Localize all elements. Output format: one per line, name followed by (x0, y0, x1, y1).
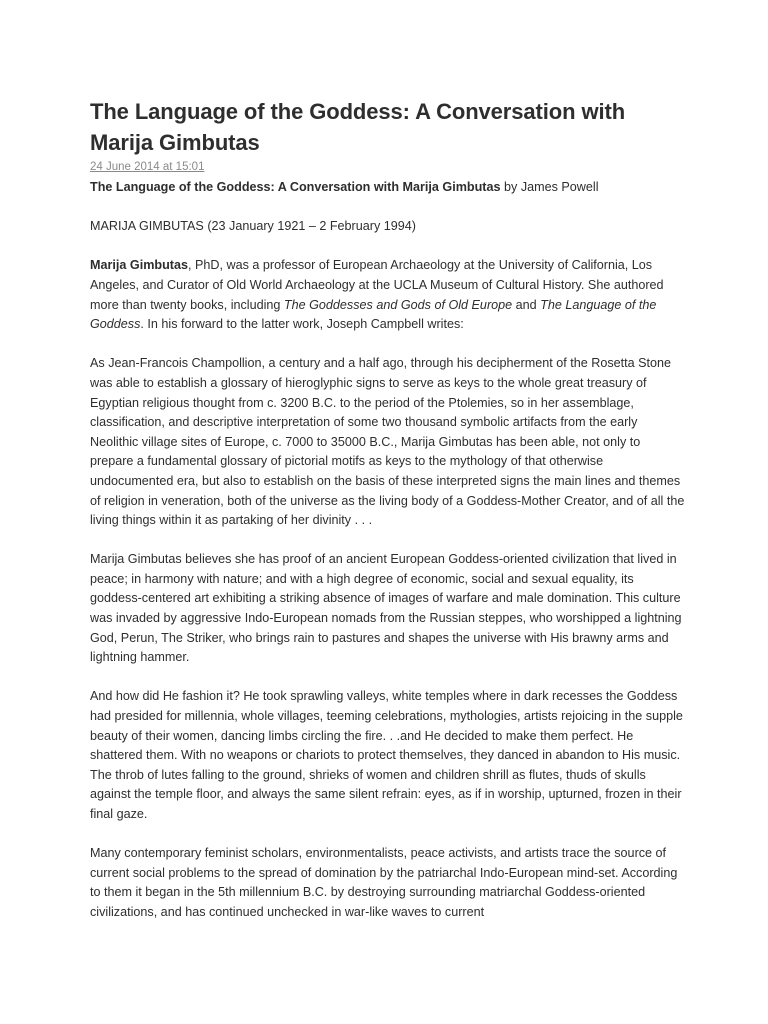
gimbutas-belief-paragraph: Marija Gimbutas believes she has proof of an ancient European Goddess-oriented civilization that lived in peace; in harmony with nature; and with a high degree of economic, social and sexual equality, its goddess-centered art exhibiting a striking absence of images of warfare and male domination. This culture was invaded by aggressive Indo-European nomads from the Russian steppes, who worshipped a lightning God, Perun, The Striker, who brings rain to pastures and shapes the universe with His brawny arms and lightning hammer. (90, 552, 682, 665)
bio-paragraph (90, 256, 686, 334)
bio-book-2: The Language of the Goddess (90, 297, 657, 332)
fashion-paragraph: And how did He fashion it? He took sprawling valleys, white temples where in dark recesses the Goddess had presided for millennia, whole villages, teeming celebrations, mythologies, artists rejoicing in the supple beauty of their women, dancing limbs circling the fire. . .and He decided to make them perfect. He shattered them. With no weapons or chariots to protect themselves, they danced in abandon to His music. The throb of lutes falling to the ground, shrieks of women and children shrill as flutes, thuds of skulls against the temple floor, and always the same silent refrain: eyes, as if in worship, upturned, frozen in their final gaze. (90, 689, 683, 821)
article-title: The Language of the Goddess: A Conversation with Marija Gimbutas (90, 99, 626, 155)
bio-text-1: , PhD, was a professor of European Archaeology at the University of California, Los Angeles, and Curator of Old World Archaeology at the UCLA Museum of Cultural History. She authored more than twenty books, including (90, 258, 664, 312)
bio-text-2: . In his forward to the latter work, Joseph Campbell writes: (140, 317, 464, 332)
bio-book-1: The Goddesses and Gods of Old Europe (283, 297, 513, 312)
post-date-link[interactable]: 24 June 2014 at 15:01 (90, 161, 205, 173)
bio-name: Marija Gimbutas (90, 258, 188, 273)
byline-author: by James Powell (500, 180, 599, 194)
campbell-quote-paragraph: As Jean-Francois Champollion, a century and a half ago, through his decipherment of the Rosetta Stone was able to establish a glossary of hieroglyphic signs to serve as keys to the whole great treasury of Egyptian religious thought from c. 3200 B.C. to the period of the Ptolemies, so in her assemblage, classification, and descriptive interpretation of some two thousand symbolic artifacts from the early Neolithic village sites of Europe, c. 7000 to 35000 B.C., Marija Gimbutas has been able, not only to prepare a fundamental glossary of pictorial motifs as keys to the mythology of that otherwise undocumented era, but also to establish on the basis of these interpreted signs the main lines and themes of religion in veneration, both of the universe as the living body of a Goddess-Mother Creator, and of all the living things within it as partaking of her divinity . . . (90, 356, 685, 528)
article (90, 96, 686, 923)
bio-and: and (512, 297, 541, 312)
byline-title: The Language of the Goddess: A Conversation with Marija Gimbutas (90, 180, 501, 194)
byline (90, 178, 686, 198)
scholars-paragraph: Many contemporary feminist scholars, environmentalists, peace activists, and artists trace the source of current social problems to the spread of domination by the patriarchal Indo-European mind-set. According to them it began in the 5th millennium B.C. by destroying surrounding matriarchal Goddess-oriented civilizations, and has continued unchecked in war-like waves to current (90, 846, 678, 919)
lifespan-line: MARIJA GIMBUTAS (23 January 1921 – 2 February 1994) (90, 219, 416, 234)
